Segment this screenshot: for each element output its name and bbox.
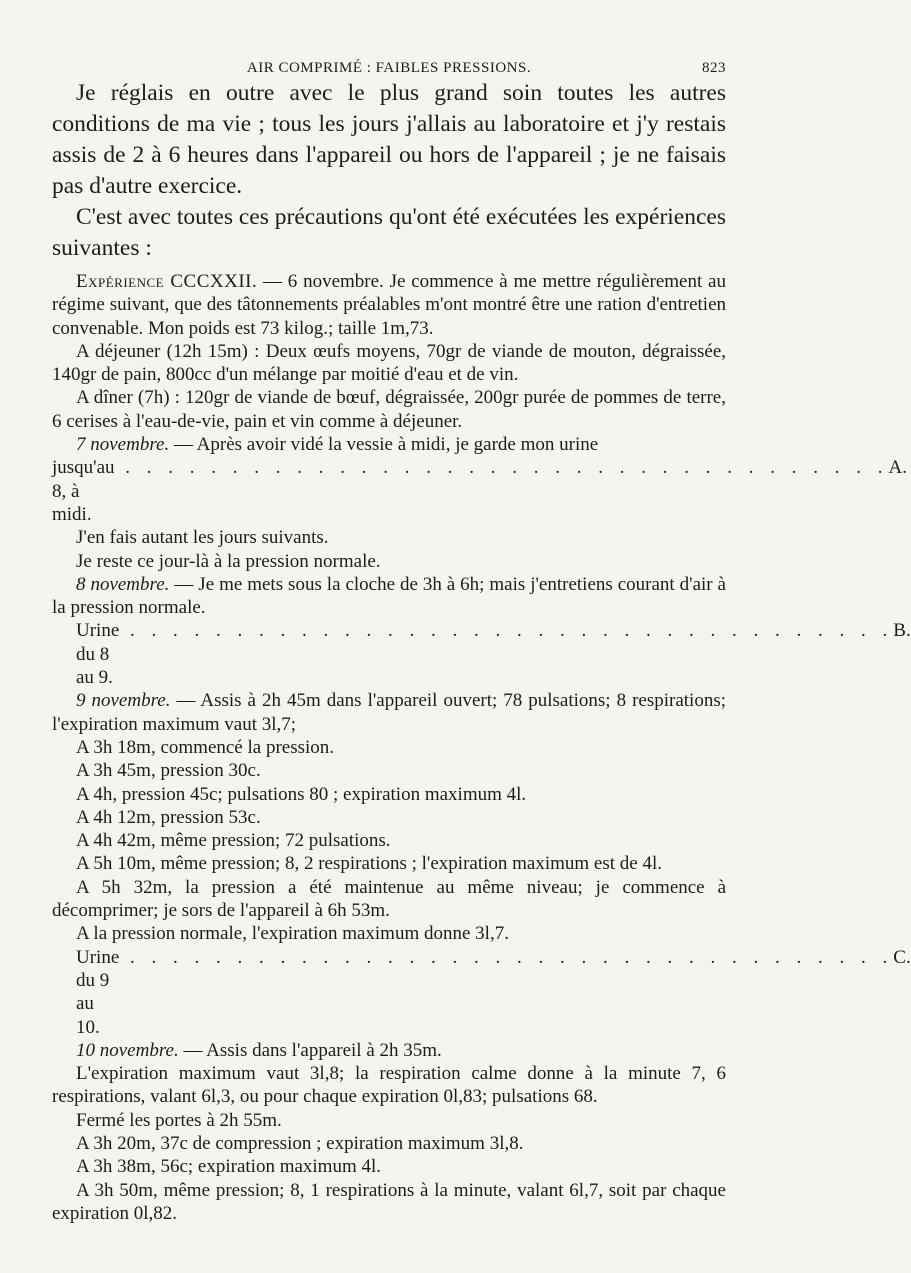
diner-paragraph: A dîner (7h) : 120gr de viande de bœuf, dégraissée, 200gr purée de pommes de terre, 6 cerises à l'eau-de-vie, pain et vin comme à déjeuner.: [52, 387, 726, 432]
log-line-3: A 4h, pression 45c; pulsations 80 ; expiration maximum 4l.: [76, 783, 527, 805]
nov7-cont-line: [52, 456, 908, 526]
page-number: 823: [702, 60, 726, 76]
nov7-text: — Après avoir vidé la vessie à midi, je garde mon urine: [169, 434, 599, 456]
normal-pressure-line: Je reste ce jour-là à la pression normale.: [76, 550, 381, 572]
leader-dots: . . . . . . . . . . . . . . . . . . . . . . . . . . . . . . . . . . . .: [119, 620, 894, 642]
same-days-line: J'en fais autant les jours suivants.: [76, 527, 329, 549]
log-line-12: A 3h 38m, 56c; expiration maximum 4l.: [76, 1156, 382, 1178]
page: [52, 52, 911, 1225]
running-header: [52, 52, 726, 78]
nov9-paragraph: [52, 689, 726, 736]
intro-paragraph-2: C'est avec toutes ces précautions qu'ont été exécutées les expériences suivantes :: [52, 204, 726, 261]
urine-8-9: Urine du 8 au 9.: [76, 620, 120, 689]
nov9-date: 9 novembre.: [76, 690, 171, 712]
nov7-date: 7 novembre.: [76, 434, 170, 456]
sample-mark-a: A.: [888, 457, 908, 479]
leader-dots: . . . . . . . . . . . . . . . . . . . . . . . . . . . . . . . . . . . .: [119, 946, 894, 968]
running-title: AIR COMPRIMÉ : FAIBLES PRESSIONS.: [246, 60, 532, 76]
nov8-text: — Je me mets sous la cloche de 3h à 6h; mais j'entretiens courant d'air à la pression normale.: [52, 573, 726, 619]
sample-mark-c: C.: [893, 946, 911, 968]
urine-9-10: Urine du 9 au 10.: [76, 946, 120, 1038]
sample-mark-b: B.: [893, 620, 911, 642]
urine-9-10-line: [52, 946, 911, 1039]
nov10-date: 10 novembre.: [76, 1039, 179, 1061]
log-line-13: A 3h 50m, même pression; 8, 1 respirations à la minute, valant 6l,7, soit par chaque expiration 0l,82.: [52, 1179, 726, 1224]
log-line-2: A 3h 45m, pression 30c.: [76, 760, 261, 782]
nov10-line: [52, 1039, 726, 1062]
experiment-label: Expérience CCCXXII.: [76, 271, 258, 292]
experiment-paragraph: [52, 270, 726, 340]
nov10-text: — Assis dans l'appareil à 2h 35m.: [178, 1039, 442, 1061]
nov8-paragraph: [52, 573, 726, 620]
dejeuner-paragraph: A déjeuner (12h 15m) : Deux œufs moyens, 70gr de viande de mouton, dégraissée, 140gr de pain, 800cc d'un mélange par moitié d'eau et de vin.: [52, 340, 726, 386]
log-line-5: A 4h 42m, même pression; 72 pulsations.: [76, 830, 391, 852]
intro-paragraph-1: Je réglais en outre avec le plus grand soin toutes les autres conditions de ma vie ; tous les jours j'allais au laboratoire et j'y restais assis de 2 à 6 heures dans l'appareil ou hors de l'appareil ; je ne faisais pas d'autre exercice.: [52, 80, 726, 199]
log-line-7: A 5h 32m, la pression a été maintenue au même niveau; je commence à décomprimer; je sors de l'appareil à 6h 53m.: [52, 876, 726, 922]
nov7-line: [52, 433, 726, 456]
log-line-8: A la pression normale, l'expiration maximum donne 3l,7.: [76, 923, 509, 945]
log-line-9: L'expiration maximum vaut 3l,8; la respiration calme donne à la minute 7, 6 respirations, valant 6l,3, ou pour chaque expiration 0l,83; pulsations 68.: [52, 1063, 726, 1108]
log-line-1: A 3h 18m, commencé la pression.: [76, 736, 335, 758]
nov8-date: 8 novembre.: [76, 573, 170, 595]
log-line-11: A 3h 20m, 37c de compression ; expiration maximum 3l,8.: [76, 1132, 524, 1154]
nov9-text: — Assis à 2h 45m dans l'appareil ouvert; 78 pulsations; 8 respirations; l'expiration maximum vaut 3l,7;: [52, 690, 726, 735]
experiment-text: — 6 novembre. Je commence à me mettre régulièrement au régime suivant, que des tâtonnements préalables m'ont montré être une ration d'entretien convenable. Mon poids est 73 kilog.; taille 1m,73.: [52, 271, 726, 339]
leader-dots: . . . . . . . . . . . . . . . . . . . . . . . . . . . . . . . . . . . .: [114, 457, 889, 479]
log-line-6: A 5h 10m, même pression; 8, 2 respirations ; l'expiration maximum est de 4l.: [76, 853, 663, 875]
log-line-10: Fermé les portes à 2h 55m.: [76, 1109, 282, 1131]
log-line-4: A 4h 12m, pression 53c.: [76, 806, 261, 828]
urine-8-9-line: [52, 619, 911, 689]
nov7-cont: jusqu'au 8, à midi.: [52, 457, 115, 525]
